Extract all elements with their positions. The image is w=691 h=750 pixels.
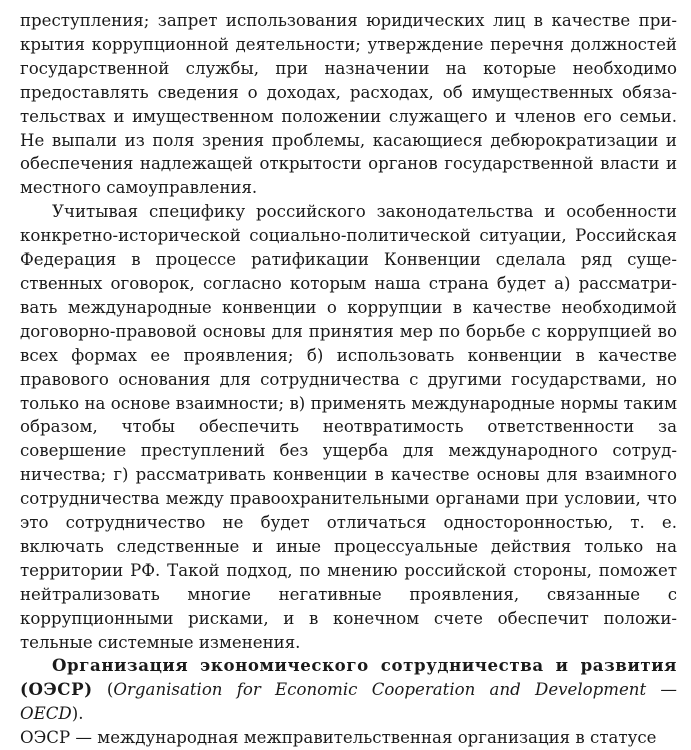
oecd-open-paren: ( [92, 680, 114, 700]
paragraph-2: Учитывая специфику российского законодательства и особенности конкретно-исторической социально-политической ситуации, Российская Федерация в процессе ратификации Конвенции сделала ряд существенных оговорок, согласно которым наша страна будет а) рассматривать международные конвенции о коррупции в качестве необходимой договорно-правовой основы для принятия мер по борьбе с коррупцией во всех формах ее проявления; б) использовать конвенции в качестве правового основания для сотрудничества с другими государствами, но только на основе взаимности; в) применять международные нормы таким образом, чтобы обеспечить неотвратимость ответственности за совершение преступлений без ущерба для международного сотрудничества; г) рассматривать конвенции в качестве основы для взаимного сотрудничества между правоохранительными органами при условии, что это сотрудничество не будет отличаться односторонностью, т. е. включать следственные и иные процессуальные действия только на территории РФ. Такой подход, по мнению российской стороны, поможет нейтрализовать многие негативные проявления, связанные с коррупционными рисками, и в конечном счете обеспечит положительные системные изменения. [20, 202, 677, 652]
oecd-definition-start: ОЭСР — международная межправительственная организация в статусе [20, 728, 657, 748]
document-page [20, 9, 677, 750]
oecd-term-heading: Организация экономического сотрудничества и развития (ОЭСР) [20, 655, 677, 700]
paragraph-1: преступления; запрет использования юридических лиц в качестве прикрытия коррупционной деятельности; утверждение перечня должностей государственной службы, при назначении на которые необходимо предоставлять сведения о доходах, расходах, об имущественных обязательствах и имущественном положении служащего и членов его семьи. Не выпали из поля зрения проблемы, касающиеся дебюрократизации и обеспечения надлежащей открытости органов государственной власти и местного самоуправления. [20, 11, 677, 198]
oecd-entry [20, 654, 677, 750]
oecd-english-name: Organisation for Economic Cooperation and Development — OECD [20, 680, 678, 724]
oecd-close-paren: ). [71, 704, 84, 724]
